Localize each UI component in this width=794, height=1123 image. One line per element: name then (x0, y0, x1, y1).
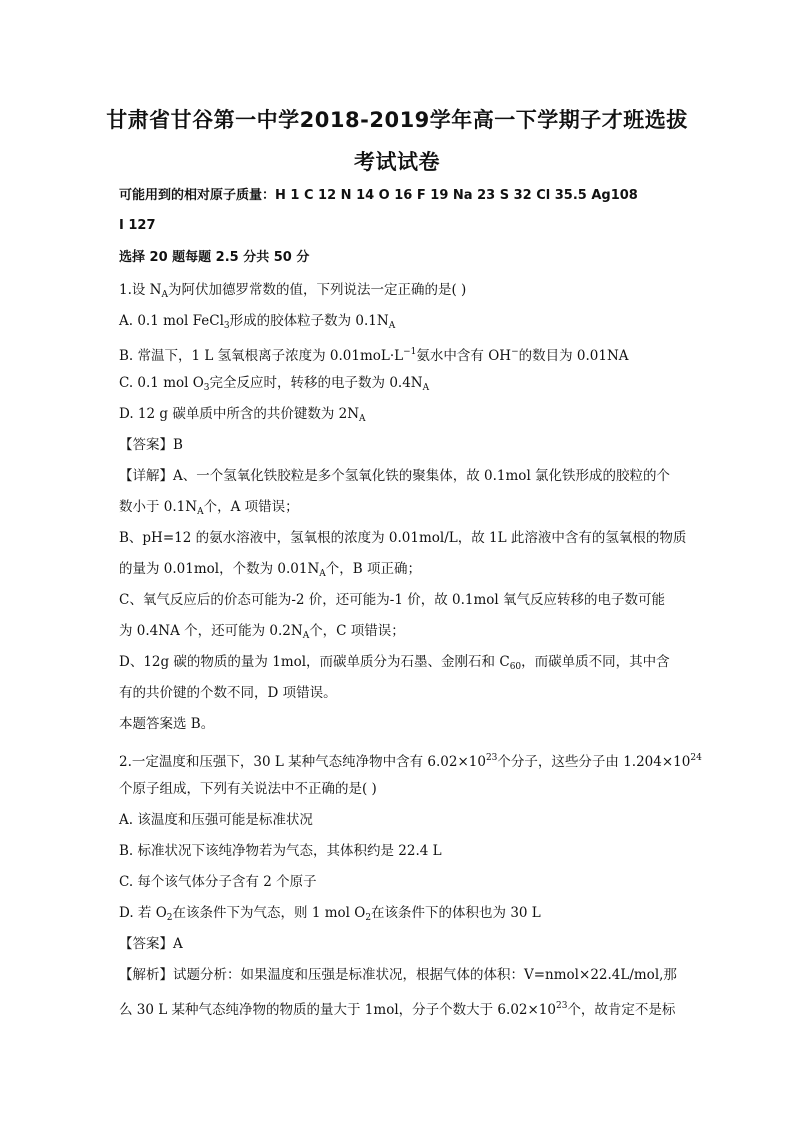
q1-explanation-line2: 数小于 $0.1N_A$个，A 项错误； (119, 499, 299, 517)
q2-option-c: C. 每个该气体分子含有 2 个原子 (119, 874, 317, 890)
q1-option-a: A. 0.1 mol FeCl$_3$形成的胶体粒子数为 $0.1N_A$ (119, 313, 396, 331)
atomic-masses-line2: I 127 (119, 218, 156, 233)
q1-conclusion: 本题答案选 B。 (119, 716, 215, 732)
q1-explanation-line6: 为 0.4NA 个，还可能为 $0.2N_A$个，C 项错误； (119, 623, 405, 641)
q2-explanation-line1: 【解析】试题分析：如果温度和压强是标准状况，根据气体的体积：V=nmol×22.4L/mol,那 (119, 967, 677, 983)
q1-stem: 1.设 $N_A$为阿伏加德罗常数的值，下列说法一定正确的是( ) (119, 282, 467, 300)
q2-stem-line1: 2.一定温度和压强下，30 L 某种气态纯净物中含有 $6.02\times 10^{23}$个分子，这些分子由 $1.204\times 10^{24}$ (119, 753, 702, 770)
q1-answer: 【答案】B (119, 437, 183, 453)
q1-option-b: B. 常温下，1 L 氢氧根离子浓度为 $0.01moL\cdot L^{-1}$氨水中含有 OH−的数目为 0.01NA (119, 347, 629, 364)
q1-explanation-line5: C、氧气反应后的价态可能为-2 价，还可能为-1 价，故 0.1mol 氧气反应转移的电子数可能 (119, 592, 666, 608)
q1-explanation-line1: 【详解】A、一个氢氧化铁胶粒是多个氢氧化铁的聚集体，故 0.1mol 氯化铁形成的胶粒的个 (119, 468, 671, 484)
q2-option-a: A. 该温度和压强可能是标准状况 (119, 812, 313, 828)
section-heading: 选择 20 题每题 2.5 分共 50 分 (119, 250, 310, 265)
q2-answer: 【答案】A (119, 936, 183, 952)
q1-explanation-line4: 的量为 0.01mol，个数为 $0.01N_A$个，B 项正确； (119, 561, 421, 579)
q2-option-d: D. 若 $O_2$在该条件下为气态，则 1 mol $O_2$在该条件下的体积也为 30 L (119, 905, 541, 923)
q1-explanation-line7: D、12g 碳的物质的量为 1mol，而碳单质分为石墨、金刚石和 $C_{60}$，而碳单质不同，其中含 (119, 654, 670, 672)
q1-explanation-line3: B、pH=12 的氨水溶液中，氢氧根的浓度为 0.01mol/L，故 1L 此溶液中含有的氢氧根的物质 (119, 530, 687, 546)
q1-explanation-line8: 有的共价键的个数不同，D 项错误。 (119, 685, 337, 701)
q2-option-b: B. 标准状况下该纯净物若为气态，其体积约是 22.4 L (119, 843, 442, 859)
atomic-masses-line1: 可能用到的相对原子质量：H 1 C 12 N 14 O 16 F 19 Na 23 S 32 Cl 35.5 Ag108 (119, 188, 638, 203)
q1-option-c: C. 0.1 mol $O_3$完全反应时，转移的电子数为 $0.4N_A$ (119, 375, 430, 393)
q2-explanation-line2: 么 30 L 某种气态纯净物的物质的量大于 1mol，分子个数大于 $6.02\times 10^{23}$个，故肯定不是标 (119, 1001, 676, 1018)
q1-option-d: D. 12 g 碳单质中所含的共价键数为 $2N_A$ (119, 406, 366, 424)
q2-stem-line2: 个原子组成，下列有关说法中不正确的是( ) (119, 781, 377, 797)
document-title-line1: 甘肃省甘谷第一中学2018-2019学年高一下学期子才班选拔 (106, 108, 688, 132)
document-title-line2: 考试试卷 (354, 150, 440, 174)
